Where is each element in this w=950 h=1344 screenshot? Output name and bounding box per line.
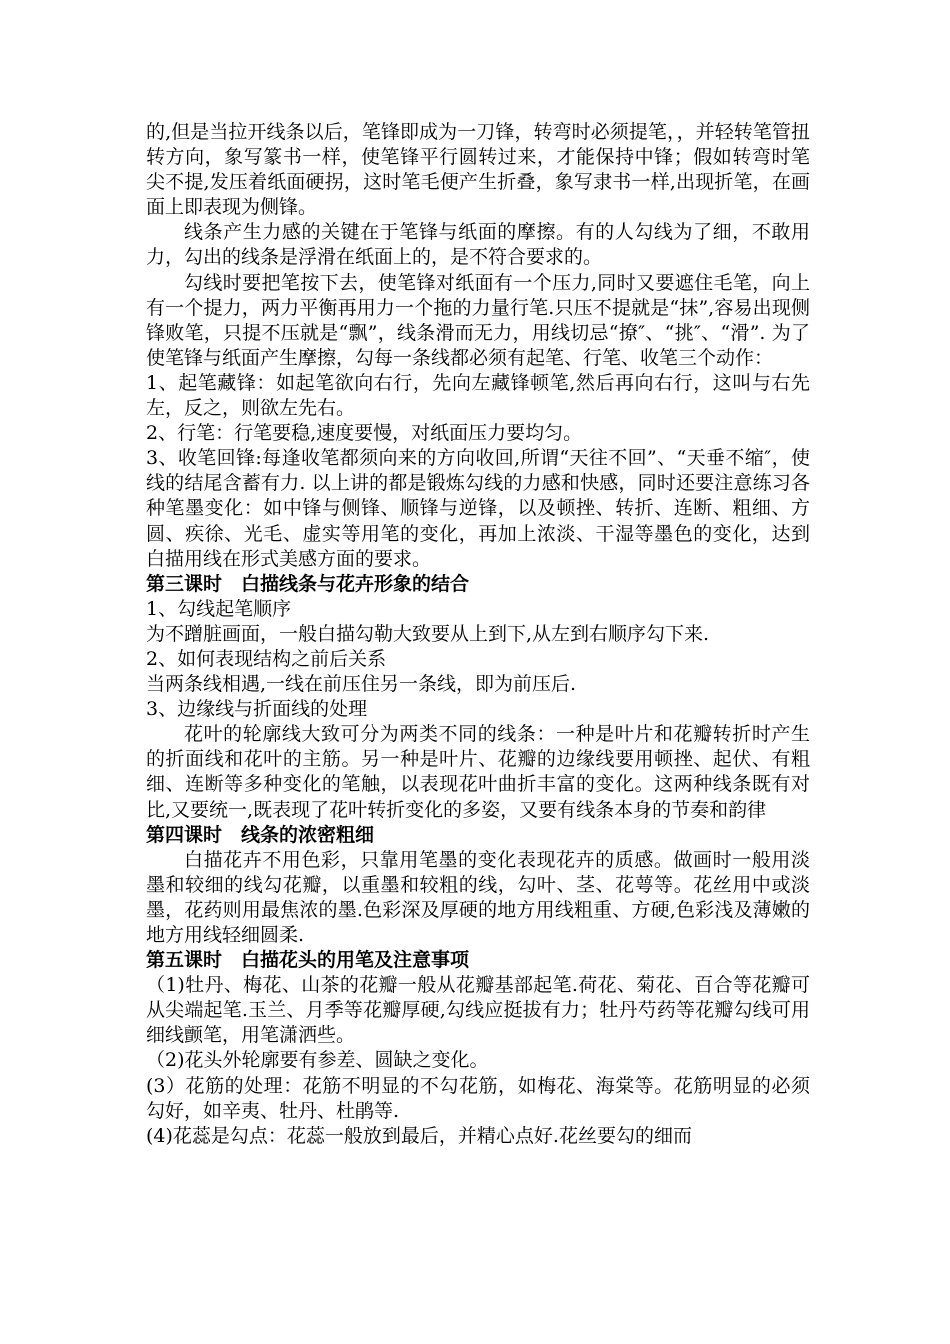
subheading: 1、勾线起笔顺序 [146,597,292,620]
list-item: (3）花筋的处理：花筋不明显的不勾花筋，如梅花、海棠等。花筋明显的必须勾好，如辛夷、牡丹、杜鹃等. [146,1074,810,1122]
list-item: (4)花蕊是勾点：花蕊一般放到最后，并精心点好.花丝要勾的细而 [146,1124,692,1147]
paragraph: 的,但是当拉开线条以后，笔锋即成为一刀锋，转弯时必须提笔，，并轻转笔管扭转方向，象写篆书一样，使笔锋平行圆转过来，才能保持中锋；假如转弯时笔尖不提,发压着纸面硬拐，这时笔毛便产生折叠，象写隶书一样,出现折笔，在画面上即表现为侧锋。 [146,121,810,219]
list-item: （1)牡丹、梅花、山茶的花瓣一般从花瓣基部起笔.荷花、菊花、百合等花瓣可从尖端起笔.玉兰、月季等花瓣厚硬,勾线应挺拔有力；牡丹芍药等花瓣勾线可用细线颤笔，用笔潇洒些。 [146,974,810,1047]
subheading: 3、边缘线与折面线的处理 [146,698,368,721]
section-heading: 第三课时 白描线条与花卉形象的结合 [146,572,470,595]
section-heading: 第五课时 白描花头的用笔及注意事项 [146,949,470,972]
section-heading: 第四课时 线条的浓密粗细 [146,823,375,846]
list-item: 3、收笔回锋:每逢收笔都须向来的方向收回,所谓“天往不回”、“天垂不缩″，使线的结尾含蓄有力. 以上讲的都是锻炼勾线的力感和快感，同时还要注意练习各种笔墨变化：如中锋与侧锋、顺锋与逆锋，以及顿挫、转折、连断、粗细、方圆、疾徐、光毛、虚实等用笔的变化，再加上浓淡、干湿等墨色的变化，达到白描用线在形式美感方面的要求。 [146,447,810,570]
subheading: 2、如何表现结构之前后关系 [146,647,387,670]
document-body [146,120,810,1149]
list-item: 2、行笔：行笔要稳,速度要慢，对纸面压力要均匀。 [146,422,583,445]
paragraph: 勾线时要把笔按下去，使笔锋对纸面有一个压力,同时又要遮住毛笔，向上有一个提力，两力平衡再用力一个拖的力量行笔.只压不提就是“抹”,容易出现侧锋败笔，只提不压就是“飘”，线条滑而无力，用线切忌“撩″、“挑″、“滑”. 为了使笔锋与纸面产生摩擦，勾每一条线都必须有起笔、行笔、收笔三个动作： [146,271,810,369]
paragraph: 线条产生力感的关键在于笔锋与纸面的摩擦。有的人勾线为了细，不敢用力，勾出的线条是浮滑在纸面上的，是不符合要求的。 [146,221,810,269]
list-item: 1、起笔藏锋：如起笔欲向右行，先向左藏锋顿笔,然后再向右行，这叫与右先左，反之，则欲左先右。 [146,371,810,420]
paragraph: 白描花卉不用色彩，只靠用笔墨的变化表现花卉的质感。做画时一般用淡墨和较细的线勾花瓣，以重墨和较粗的线，勾叶、茎、花萼等。花丝用中或淡墨，花药则用最焦浓的墨.色彩深及厚硬的地方用线粗重、方硬,色彩浅及薄嫩的地方用线轻细圆柔. [146,848,810,946]
paragraph: 当两条线相遇,一线在前压住另一条线，即为前压后. [146,673,577,696]
list-item: （2)花头外轮廓要有参差、圆缺之变化。 [146,1049,489,1072]
paragraph: 花叶的轮廓线大致可分为两类不同的线条：一种是叶片和花瓣转折时产生的折面线和花叶的主筋。另一种是叶片、花瓣的边缘线要用顿挫、起伏、有粗细、连断等多种变化的笔触，以表现花叶曲折丰富的变化。这两种线条既有对比,又要统一,既表现了花叶转折变化的多姿，又要有线条本身的节奏和韵律 [146,723,810,821]
paragraph: 为不蹭脏画面，一般白描勾勒大致要从上到下,从左到右顺序勾下来. [146,622,710,645]
